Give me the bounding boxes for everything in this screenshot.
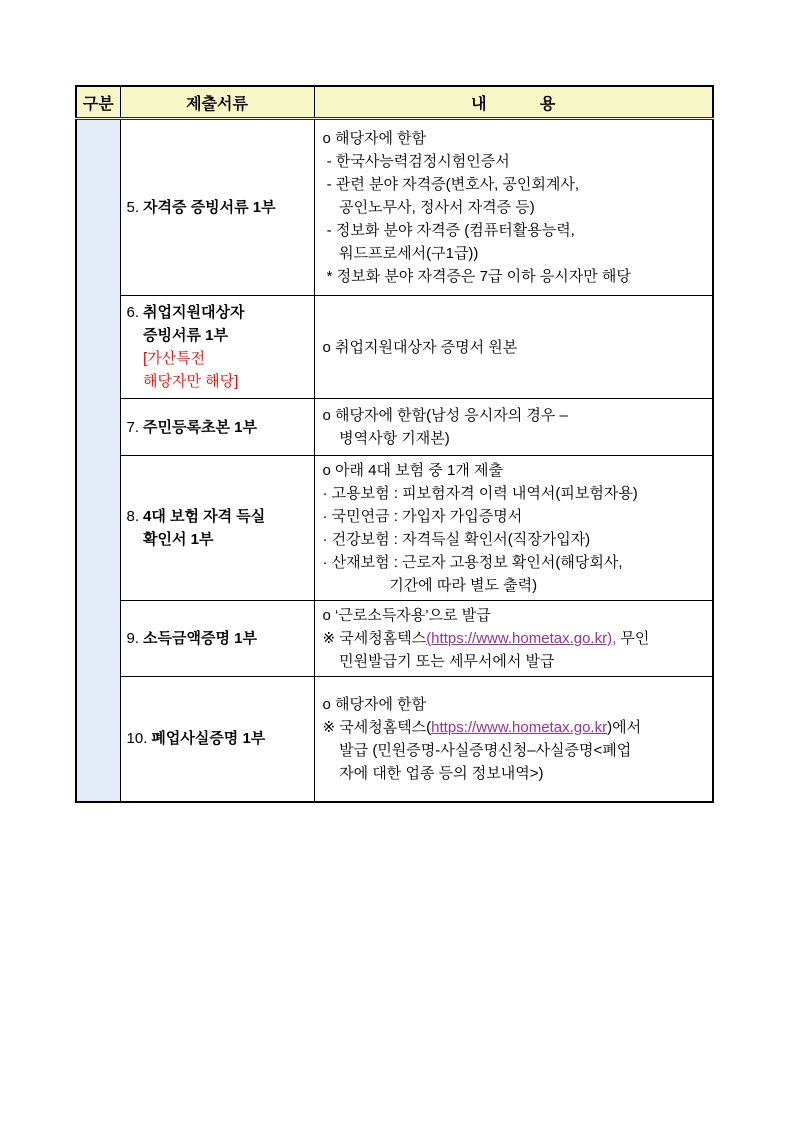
content-line	[323, 505, 711, 528]
text-segment: - 정보화 분야 자격증 (컴퓨터활용능력,	[322, 222, 575, 239]
text-segment: 민원발급기 또는 세무서에서 발급	[322, 653, 555, 670]
document-name-cell	[120, 119, 314, 296]
text-segment: o ‘근로소득자용’으로 발급	[322, 607, 491, 624]
text-segment: · 고용보험 : 피보험자격 이력 내역서(피보험자용)	[322, 485, 638, 502]
content-line	[323, 196, 711, 219]
document-title-block	[143, 301, 244, 393]
document-number: 5.	[126, 199, 140, 216]
document-title-line: 소득금액증명 1부	[143, 630, 257, 647]
content-line	[323, 528, 711, 551]
header-category: 구분	[76, 86, 120, 119]
document-note-line: [가산특전	[143, 350, 206, 367]
hometax-link[interactable]: (https://www.hometax.go.kr),	[426, 630, 617, 647]
table-row	[76, 456, 713, 601]
document-number: 6.	[126, 304, 140, 321]
document-title-line: 취업지원대상자	[143, 304, 245, 321]
table-body	[76, 119, 713, 802]
header-contents: 내 용	[314, 86, 713, 119]
category-cell	[76, 119, 120, 802]
text-segment: o 해당자에 한함	[322, 130, 427, 147]
document-title-line: 주민등록초본 1부	[143, 418, 257, 436]
submission-documents-table	[75, 85, 714, 803]
document-note-line: 해당자만 해당]	[143, 373, 239, 390]
text-segment: * 정보화 분야 자격증은 7급 이하 응시자만 해당	[322, 268, 631, 285]
content-cell	[314, 601, 713, 677]
header-documents: 제출서류	[120, 86, 314, 119]
document-name-wrap	[127, 301, 311, 393]
document-name-wrap	[127, 505, 311, 551]
hometax-link[interactable]: https://www.hometax.go.kr	[431, 718, 608, 736]
content-line	[323, 150, 711, 173]
document-title-line: 4대 보험 자격 득실	[143, 508, 266, 525]
document-name-wrap	[127, 627, 311, 650]
content-line	[323, 427, 711, 450]
document-name-cell	[120, 399, 314, 456]
table-row	[76, 296, 713, 399]
content-line	[323, 265, 711, 288]
document-name-cell	[120, 601, 314, 677]
content-line	[323, 482, 711, 505]
document-title-block	[151, 727, 265, 750]
content-line	[323, 604, 711, 627]
text-segment: o 취업지원대상자 증명서 원본	[322, 338, 518, 356]
content-line	[323, 762, 711, 785]
text-segment: 병역사항 기재본)	[322, 430, 450, 447]
content-line	[323, 404, 711, 427]
content-line	[323, 627, 711, 650]
document-title-line: 폐업사실증명 1부	[151, 730, 266, 748]
document-title-line: 자격증 증빙서류 1부	[143, 199, 276, 216]
content-line	[323, 551, 711, 574]
content-line	[323, 336, 711, 359]
text-segment: 공인노무사, 정사서 자격증 등)	[322, 199, 535, 216]
text-segment: · 국민연금 : 가입자 가입증명서	[322, 508, 523, 525]
content-line	[323, 127, 711, 150]
document-title-block	[143, 196, 276, 219]
text-segment: o 아래 4대 보험 중 1개 제출	[322, 462, 503, 479]
table-row	[76, 399, 713, 456]
document-number: 10.	[126, 730, 148, 748]
content-line	[323, 716, 711, 739]
content-line	[323, 242, 711, 265]
content-line	[323, 650, 711, 673]
table-row	[76, 601, 713, 677]
document-name-wrap	[127, 416, 311, 439]
text-segment: ※ 국세청홈텍스(	[322, 718, 432, 736]
text-segment: 기간에 따라 별도 출력)	[322, 577, 538, 594]
text-segment: 워드프로세서(구1급))	[322, 245, 479, 262]
text-segment: - 한국사능력검정시험인증서	[322, 153, 510, 170]
document-number: 7.	[126, 418, 140, 436]
document-title-line: 증빙서류 1부	[143, 327, 228, 344]
table-row	[76, 119, 713, 296]
document-name-wrap	[127, 727, 311, 750]
text-segment: · 산재보험 : 근로자 고용정보 확인서(해당회사,	[322, 554, 623, 571]
content-line	[323, 574, 711, 597]
content-line	[323, 219, 711, 242]
content-cell	[314, 456, 713, 601]
table-row	[76, 677, 713, 802]
document-title-block	[143, 416, 257, 439]
document-name-wrap	[127, 196, 311, 219]
text-segment: 발급 (민원증명-사실증명신청–사실증명<폐업	[322, 741, 632, 759]
document-title-block	[143, 627, 257, 650]
document-number: 8.	[126, 508, 140, 525]
content-line	[323, 693, 711, 716]
document-title-line: 확인서 1부	[143, 531, 214, 548]
content-cell	[314, 119, 713, 296]
content-cell	[314, 677, 713, 802]
content-line	[323, 739, 711, 762]
document-name-cell	[120, 296, 314, 399]
text-segment: 자에 대한 업종 등의 정보내역>)	[322, 764, 544, 782]
document-name-cell	[120, 677, 314, 802]
content-line	[323, 459, 711, 482]
text-segment: ※ 국세청홈텍스	[322, 630, 427, 647]
document-title-block	[143, 505, 265, 551]
document-name-cell	[120, 456, 314, 601]
content-cell	[314, 399, 713, 456]
text-segment: - 관련 분야 자격증(변호사, 공인회계사,	[322, 176, 580, 193]
text-segment: · 건강보험 : 자격득실 확인서(직장가입자)	[322, 531, 591, 548]
document-number: 9.	[126, 630, 140, 647]
text-segment: )에서	[607, 718, 642, 736]
text-segment: o 해당자에 한함(남성 응시자의 경우 –	[322, 407, 568, 424]
content-cell	[314, 296, 713, 399]
content-line	[323, 173, 711, 196]
header-row	[76, 86, 713, 119]
text-segment: o 해당자에 한함	[322, 695, 427, 713]
text-segment: 무인	[616, 630, 650, 647]
